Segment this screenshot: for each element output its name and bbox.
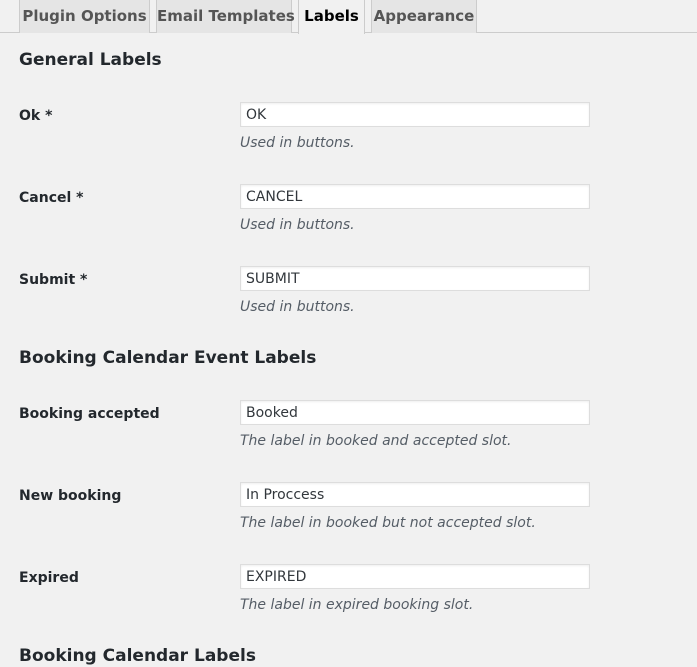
settings-tabs (0, 0, 697, 33)
tab-plugin-options[interactable]: Plugin Options (19, 0, 150, 33)
ok-description: Used in buttons. (240, 135, 355, 151)
ok-label-input[interactable] (240, 102, 590, 127)
label-ok: Ok * (19, 108, 53, 124)
tab-email-templates[interactable]: Email Templates (156, 0, 292, 33)
label-cancel: Cancel * (19, 190, 84, 206)
cancel-label-input[interactable] (240, 184, 590, 209)
new-booking-input[interactable] (240, 482, 590, 507)
section-title-booking-calendar-event-labels: Booking Calendar Event Labels (19, 348, 317, 368)
label-expired: Expired (19, 570, 79, 586)
label-booking-accepted: Booking accepted (19, 406, 160, 422)
new-booking-description: The label in booked but not accepted slot. (240, 515, 536, 531)
section-title-booking-calendar-labels: Booking Calendar Labels (19, 646, 256, 666)
booking-accepted-input[interactable] (240, 400, 590, 425)
submit-description: Used in buttons. (240, 299, 355, 315)
section-title-general-labels: General Labels (19, 50, 162, 70)
cancel-description: Used in buttons. (240, 217, 355, 233)
expired-description: The label in expired booking slot. (240, 597, 474, 613)
expired-input[interactable] (240, 564, 590, 589)
label-new-booking: New booking (19, 488, 122, 504)
submit-label-input[interactable] (240, 266, 590, 291)
tab-labels[interactable]: Labels (298, 0, 365, 34)
tab-appearance[interactable]: Appearance (371, 0, 477, 33)
label-submit: Submit * (19, 272, 88, 288)
booking-accepted-description: The label in booked and accepted slot. (240, 433, 512, 449)
